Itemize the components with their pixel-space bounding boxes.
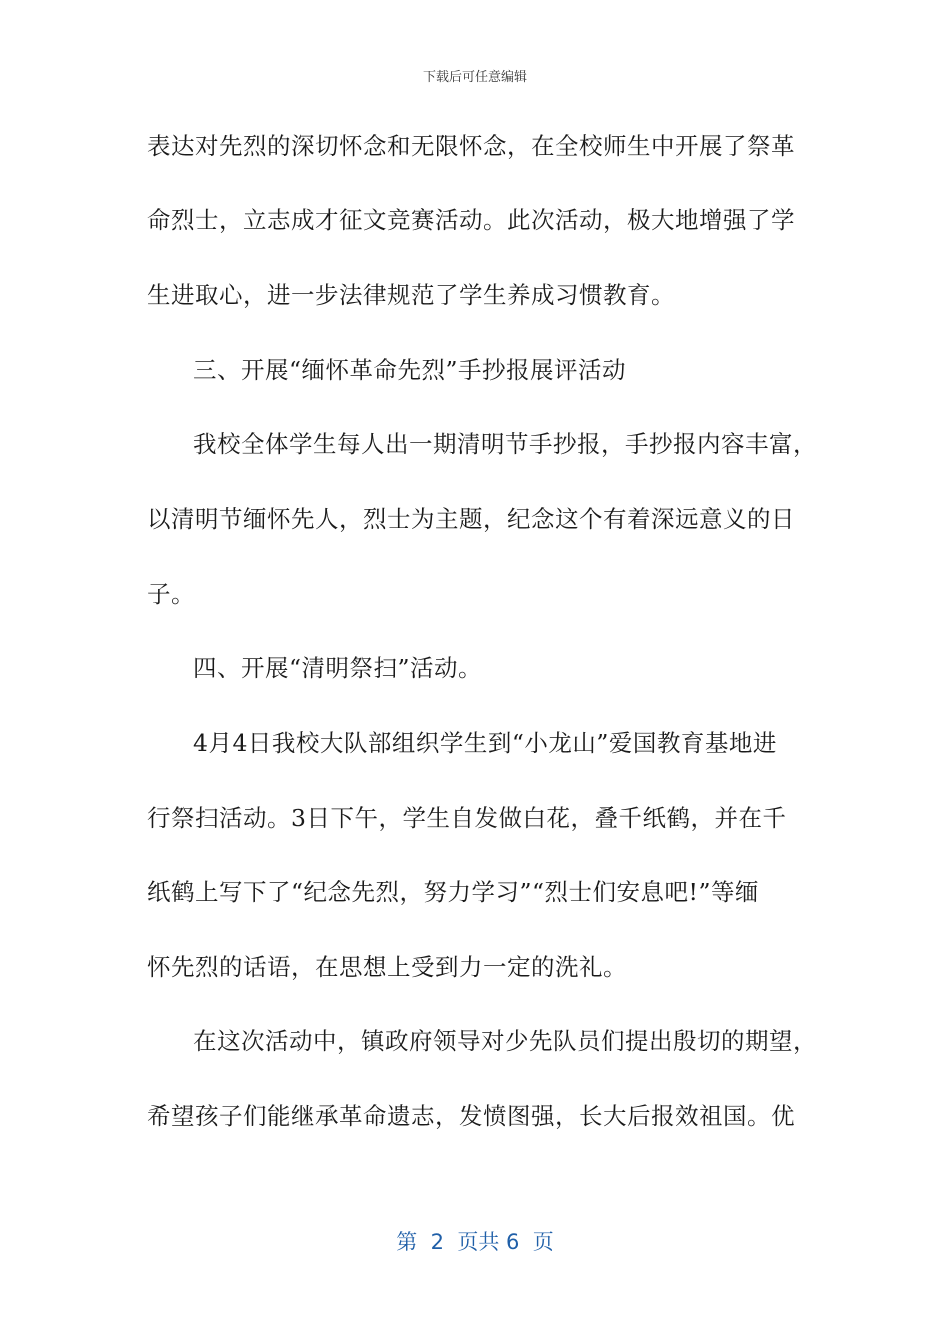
body-line: 怀先烈的话语，在思想上受到力一定的洗礼。 xyxy=(147,953,627,981)
paragraph-first-line: 在这次活动中，镇政府领导对少先队员们提出殷切的期望， xyxy=(193,1027,817,1055)
paragraph-first-line: 我校全体学生每人出一期清明节手抄报，手抄报内容丰富， xyxy=(193,430,817,458)
section-heading: 三、开展“缅怀革命先烈”手抄报展评活动 xyxy=(193,356,627,384)
body-line: 行祭扫活动。3日下午，学生自发做白花，叠千纸鹤，并在千 xyxy=(147,804,787,832)
body-line: 表达对先烈的深切怀念和无限怀念，在全校师生中开展了祭革 xyxy=(147,132,795,160)
body-line: 纸鹤上写下了“纪念先烈，努力学习”“烈士们安息吧!”等缅 xyxy=(147,878,759,906)
body-line: 以清明节缅怀先人，烈士为主题，纪念这个有着深远意义的日 xyxy=(147,505,795,533)
paragraph-first-line: 4月4日我校大队部组织学生到“小龙山”爱国教育基地进 xyxy=(193,729,777,757)
body-line: 子。 xyxy=(147,580,195,608)
body-line: 命烈士，立志成才征文竞赛活动。此次活动，极大地增强了学 xyxy=(147,206,795,234)
header-note: 下载后可任意编辑 xyxy=(422,70,527,85)
body-line: 希望孩子们能继承革命遗志，发愤图强，长大后报效祖国。优 xyxy=(147,1102,795,1130)
section-heading: 四、开展“清明祭扫”活动。 xyxy=(193,654,483,682)
body-line: 生进取心，进一步法律规范了学生养成习惯教育。 xyxy=(147,281,675,309)
page-number-footer: 第 2 页共 6 页 xyxy=(396,1230,554,1254)
